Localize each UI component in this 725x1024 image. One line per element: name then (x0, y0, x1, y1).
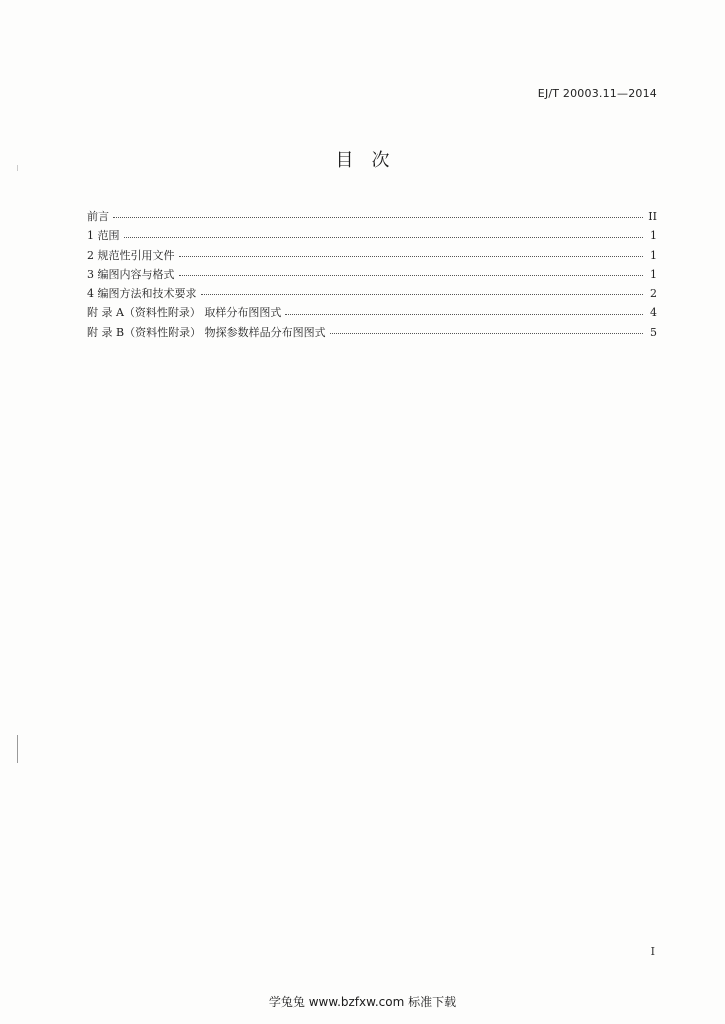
toc-entry-label: 4 编图方法和技术要求 (87, 287, 197, 301)
scan-artifact (17, 165, 18, 171)
footer-watermark-text: 学兔兔 www.bzfxw.com 标准下载 (268, 995, 457, 1009)
toc-dot-leader (330, 333, 643, 334)
table-of-contents (87, 207, 657, 342)
toc-entry-page: 1 (650, 229, 657, 243)
toc-entry-label: 附 录 A（资料性附录） 取样分布图图式 (87, 306, 282, 320)
toc-dot-leader (285, 314, 643, 315)
toc-dot-leader (179, 256, 644, 257)
toc-entry-foreword[interactable] (87, 207, 657, 226)
toc-entry-methods-requirements[interactable] (87, 284, 657, 303)
toc-entry-page: 1 (650, 267, 657, 281)
document-code: EJ/T 20003.11—2014 (537, 87, 657, 100)
toc-dot-leader (124, 237, 644, 238)
toc-entry-label: 前言 (87, 210, 109, 223)
toc-dot-leader (179, 275, 644, 276)
toc-entry-content-format[interactable] (87, 265, 657, 284)
toc-entry-page: 1 (650, 248, 657, 262)
toc-dot-leader (201, 294, 644, 295)
toc-entry-label: 附 录 B（资料性附录） 物探参数样品分布图图式 (87, 325, 326, 339)
toc-entry-label: 1 范围 (87, 229, 120, 243)
toc-entry-label: 2 规范性引用文件 (87, 248, 175, 262)
toc-entry-page: 4 (650, 306, 657, 320)
toc-entry-scope[interactable] (87, 226, 657, 245)
toc-entry-appendix-b[interactable] (87, 323, 657, 342)
toc-dot-leader (113, 217, 643, 218)
toc-entry-page: II (648, 210, 657, 223)
toc-entry-normative-references[interactable] (87, 246, 657, 265)
toc-entry-page: 2 (650, 287, 657, 301)
toc-entry-label: 3 编图内容与格式 (87, 267, 175, 281)
scan-artifact (17, 735, 18, 763)
toc-title: 目次 (335, 150, 408, 171)
toc-entry-page: 5 (650, 325, 657, 339)
toc-entry-appendix-a[interactable] (87, 303, 657, 322)
page-number: I (650, 945, 655, 958)
